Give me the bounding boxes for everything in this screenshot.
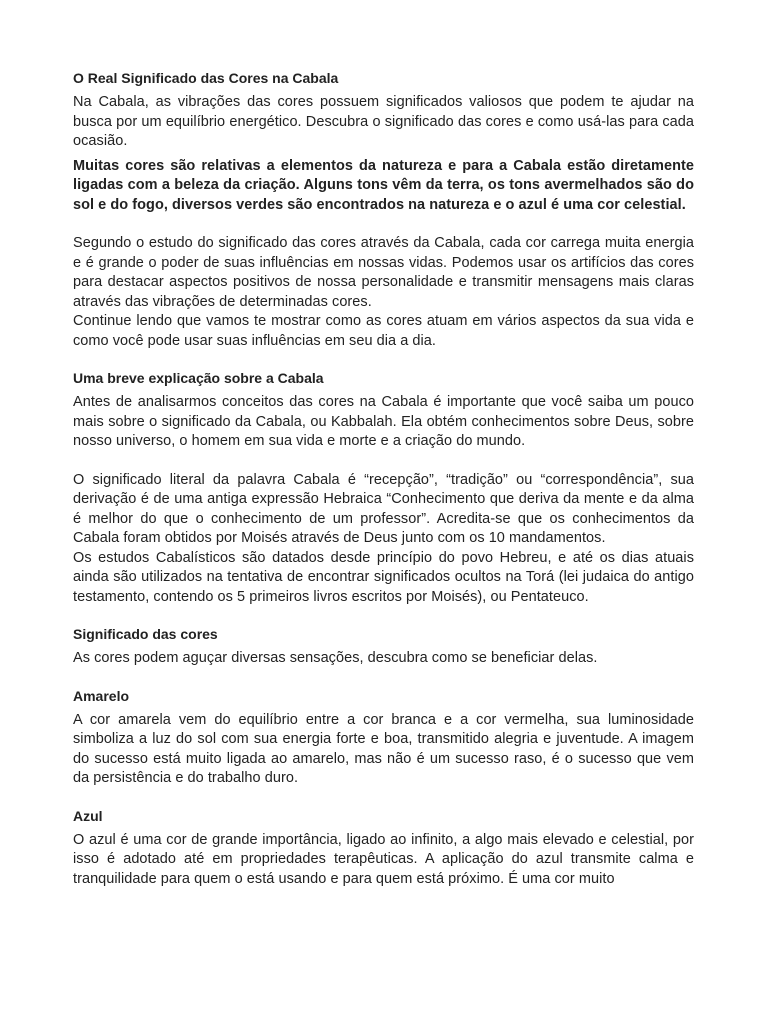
cabala-paragraph-2: O significado literal da palavra Cabala é “recepção”, “tradição” ou “correspondência”, sua derivação é de uma antiga expressão Hebraica “Conhecimento que deriva da mente e da alma é melhor do que o conhecimento de um professor”. Acredita-se que os conhecimentos da Cabala foram obtidos por Moisés através de Deus junto com os 10 mandamentos.	[73, 471, 694, 546]
azul-paragraph: O azul é uma cor de grande importância, ligado ao infinito, a algo mais elevado e celestial, por isso é adotado até em propriedades terapêuticas. A aplicação do azul transmite calma e tranquilidade para quem o está usando e para quem está próximo. É uma cor muito	[73, 831, 694, 887]
cabala-paragraph-3: Os estudos Cabalísticos são datados desde princípio do povo Hebreu, e até os dias atuais ainda são utilizados na tentativa de encontrar significados ocultos na Torá (lei judaica do antigo testamento, contendo os 5 primeiros livros escritos por Moisés), ou Pentateuco.	[73, 549, 694, 605]
document-page	[73, 68, 694, 889]
intro-paragraph: Na Cabala, as vibrações das cores possuem significados valiosos que podem te ajudar na busca por um equilíbrio energético. Descubra o significado das cores e como usá-las para cada ocasião.	[73, 94, 694, 149]
cores-paragraph: As cores podem aguçar diversas sensações, descubra como se beneficiar delas.	[73, 650, 598, 666]
highlight-paragraph: Muitas cores são relativas a elementos da natureza e para a Cabala estão diretamente ligadas com a beleza da criação. Alguns tons vêm da terra, os tons avermelhados são do sol e do fogo, diversos verdes são encontrados na natureza e o azul é uma cor celestial.	[73, 157, 694, 213]
section-heading-azul: Azul	[73, 807, 103, 824]
section-heading-amarelo: Amarelo	[73, 687, 130, 704]
continue-paragraph: Continue lendo que vamos te mostrar como as cores atuam em vários aspectos da sua vida e como você pode usar suas influências em seu dia a dia.	[73, 313, 694, 349]
section-heading-cores: Significado das cores	[73, 626, 218, 642]
section-heading-cabala: Uma breve explicação sobre a Cabala	[73, 370, 324, 386]
study-paragraph: Segundo o estudo do significado das cores através da Cabala, cada cor carrega muita energia e é grande o poder de suas influências em nossas vidas. Podemos usar os artifícios das cores para destacar aspectos positivos de nossa personalidade e transmitir mensagens mais claras através das vibrações de determinadas cores.	[73, 235, 694, 310]
cabala-paragraph-1: Antes de analisarmos conceitos das cores na Cabala é importante que você saiba um pouco mais sobre o significado da Cabala, ou Kabbalah. Ela obtém conhecimentos sobre Deus, sobre nosso universo, o homem em sua vida e morte e a criação do mundo.	[73, 394, 694, 449]
amarelo-paragraph: A cor amarela vem do equilíbrio entre a cor branca e a cor vermelha, sua luminosidade simboliza a luz do sol com sua energia forte e boa, transmitido alegria e juventude. A imagem do sucesso está muito ligada ao amarelo, mas não é um sucesso raso, é o sucesso que vem da persistência e do trabalho duro.	[73, 711, 694, 786]
document-title: O Real Significado das Cores na Cabala	[73, 70, 339, 86]
